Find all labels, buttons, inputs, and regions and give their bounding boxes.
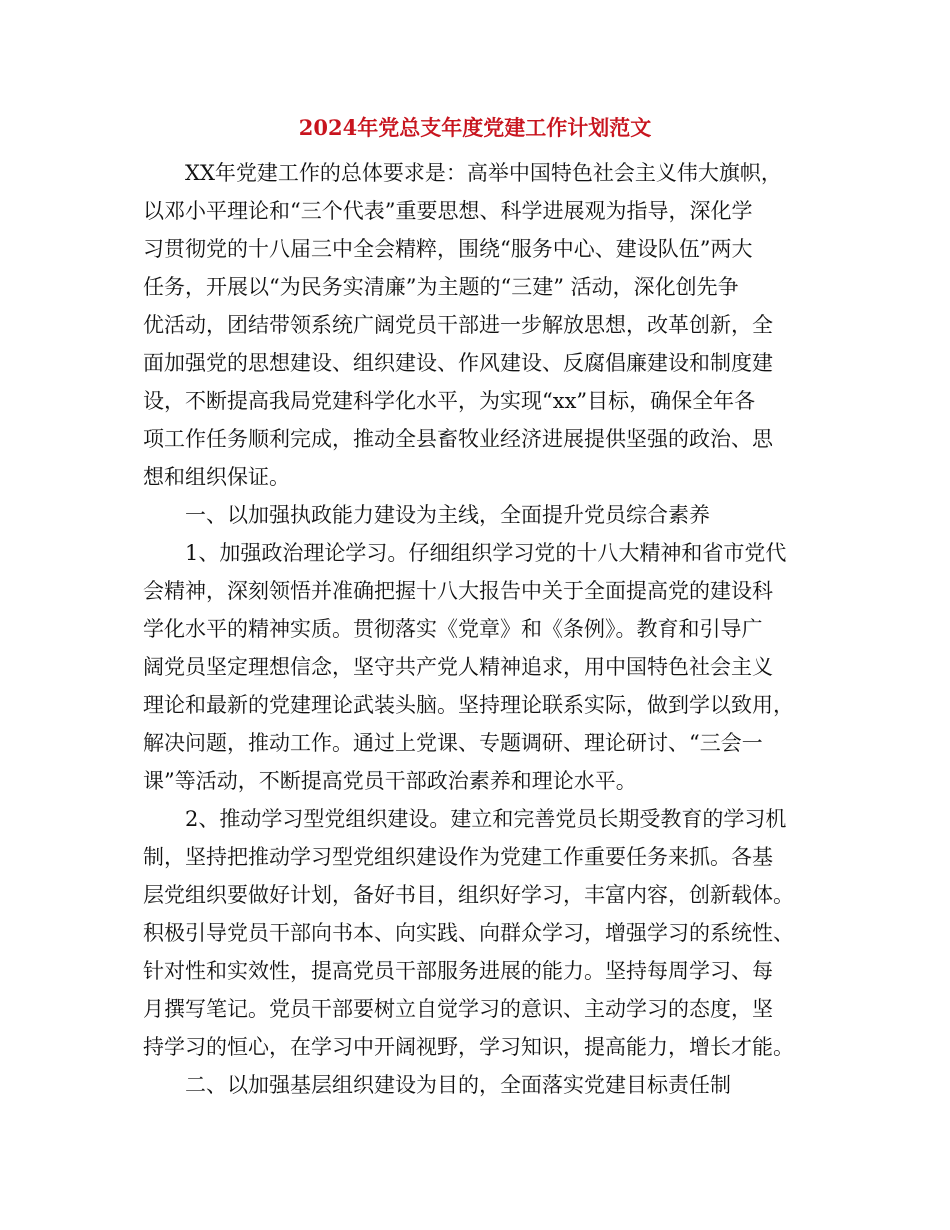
text-line: 任务，开展以“为民务实清廉”为主题的“三建” 活动，深化创先争 xyxy=(143,275,739,299)
text-line: 课”等活动，不断提高党员干部政治素养和理论水平。 xyxy=(143,769,637,793)
text-line: 理论和最新的党建理论武装头脑。坚持理论联系实际，做到学以致用， xyxy=(143,693,794,717)
section-heading-1 xyxy=(143,496,809,534)
text-line: 以邓小平理论和“三个代表”重要思想、科学进展观为指导，深化学 xyxy=(143,199,753,223)
text-line: 学化水平的精神实质。贯彻落实《党章》和《条例》。教育和引导广 xyxy=(143,617,763,641)
text-line: 制，坚持把推动学习型党组织建设作为党建工作重要任务来抓。各基 xyxy=(143,845,773,869)
text-line: 2、推动学习型党组织建设。建立和完善党员长期受教育的学习机 xyxy=(185,807,787,831)
text-line: 优活动，团结带领系统广阔党员干部进一步解放思想，改革创新，全 xyxy=(143,313,773,337)
paragraph-item-2 xyxy=(143,800,809,1066)
text-line: XX年党建工作的总体要求是：高举中国特色社会主义伟大旗帜， xyxy=(185,161,782,185)
paragraph-intro xyxy=(143,154,809,496)
text-line: 习贯彻党的十八届三中全会精粹，围绕“服务中心、建设队伍”两大 xyxy=(143,237,753,261)
paragraph-item-1 xyxy=(143,534,809,800)
text-line: 一、以加强执政能力建设为主线，全面提升党员综合素养 xyxy=(185,503,710,527)
text-line: 项工作任务顺利完成，推动全县畜牧业经济进展提供坚强的政治、思 xyxy=(143,427,773,451)
text-line: 设，不断提高我局党建科学化水平，为实现“xx”目标，确保全年各 xyxy=(143,389,756,413)
text-line: 二、以加强基层组织建设为目的，全面落实党建目标责任制 xyxy=(185,1073,731,1097)
text-line: 想和组织保证。 xyxy=(143,465,290,489)
text-line: 1、加强政治理论学习。仔细组织学习党的十八大精神和省市党代 xyxy=(185,541,787,565)
document-title: 2024年党总支年度党建工作计划范文 xyxy=(298,115,652,140)
text-line: 层党组织要做好计划，备好书目，组织好学习，丰富内容，创新载体。 xyxy=(143,883,794,907)
text-line: 会精神，深刻领悟并准确把握十八大报告中关于全面提高党的建设科 xyxy=(143,579,773,603)
text-line: 月撰写笔记。党员干部要树立自觉学习的意识、主动学习的态度，坚 xyxy=(143,997,773,1021)
text-line: 解决问题，推动工作。通过上党课、专题调研、理论研讨、“三会一 xyxy=(143,731,763,755)
section-heading-2 xyxy=(143,1066,809,1104)
text-line: 阔党员坚定理想信念，坚守共产党人精神追求，用中国特色社会主义 xyxy=(143,655,773,679)
text-line: 针对性和实效性，提高党员干部服务进展的能力。坚持每周学习、每 xyxy=(143,959,773,983)
text-line: 持学习的恒心，在学习中开阔视野，学习知识，提高能力，增长才能。 xyxy=(143,1035,794,1059)
document-body xyxy=(143,154,809,1104)
text-line: 积极引导党员干部向书本、向实践、向群众学习，增强学习的系统性、 xyxy=(143,921,794,945)
text-line: 面加强党的思想建设、组织建设、作风建设、反腐倡廉建设和制度建 xyxy=(143,351,773,375)
